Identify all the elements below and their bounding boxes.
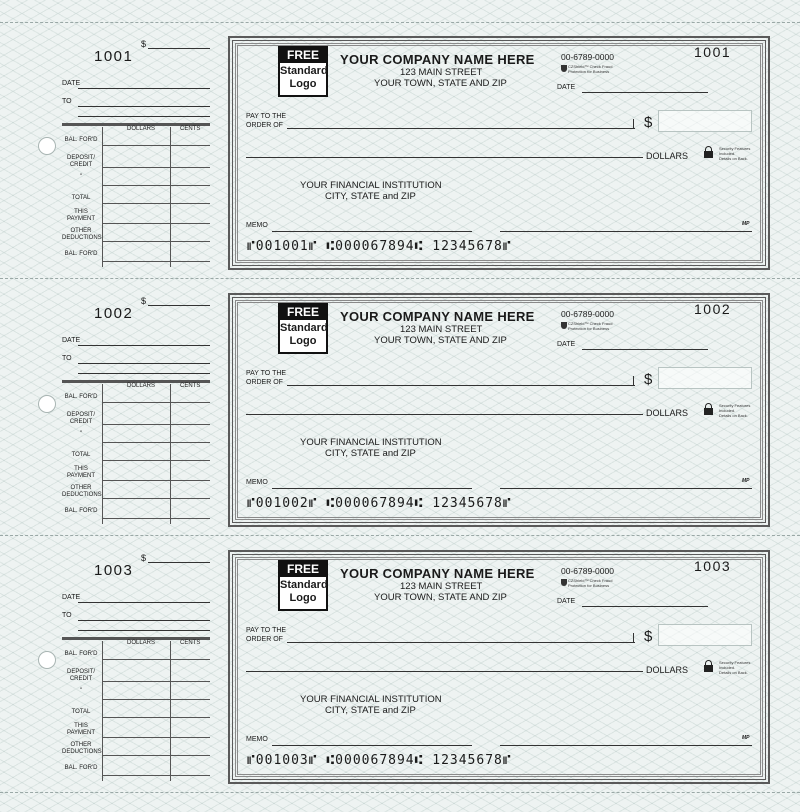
ledger-divider	[102, 127, 103, 267]
stub-to-label: TO	[62, 98, 72, 105]
security-features-text: Security Features Included. Details on Back.	[719, 660, 751, 675]
stub-amount-line[interactable]	[148, 562, 210, 563]
micr-line: ⑈001002⑈ ⑆000067894⑆ 12345678⑈	[247, 496, 512, 511]
ledger-row-label: "	[79, 431, 83, 437]
logo-line-2: Logo	[289, 592, 317, 604]
ledger-dollars-header: DOLLARS	[127, 126, 156, 132]
ledger-rule	[102, 145, 210, 146]
signature-line[interactable]	[500, 231, 752, 232]
memo-line[interactable]	[272, 488, 472, 489]
ledger-row-label: OTHER DEDUCTIONS	[62, 485, 102, 498]
stub-check-number: 1001	[94, 48, 134, 65]
signature-line[interactable]	[500, 488, 752, 489]
ledger-rule	[102, 498, 210, 499]
security-features-text: Security Features Included. Details on Back.	[719, 403, 751, 418]
dollars-label: DOLLARS	[646, 151, 689, 161]
ledger-rule	[102, 659, 210, 660]
company-city: YOUR TOWN, STATE AND ZIP	[374, 78, 507, 89]
stub-amount-line[interactable]	[148, 305, 210, 306]
ledger-row-label: BAL. FOR'D	[64, 508, 98, 514]
ledger-row-label: BAL. FOR'D	[64, 251, 98, 257]
company-name: YOUR COMPANY NAME HERE	[340, 566, 535, 581]
payee-line[interactable]	[287, 128, 635, 129]
ledger-row-label: OTHER DEDUCTIONS	[62, 228, 102, 241]
pay-to-label: PAY TO THE ORDER OF	[246, 370, 287, 386]
memo-line[interactable]	[272, 745, 472, 746]
pay-to-label: PAY TO THE ORDER OF	[246, 113, 287, 129]
date-line[interactable]	[582, 606, 708, 607]
binder-hole	[38, 651, 56, 669]
lock-icon	[704, 403, 713, 415]
logo-line-1: Standard	[280, 322, 328, 334]
company-address: 123 MAIN STREET	[400, 324, 483, 335]
ledger-rule	[102, 241, 210, 242]
logo-line-2: Logo	[289, 335, 317, 347]
stub-dollar-sign: $	[141, 39, 147, 49]
ledger-rule	[102, 480, 210, 481]
pay-to-label: PAY TO THE ORDER OF	[246, 627, 287, 643]
date-label: DATE	[557, 84, 576, 91]
ledger-row-label: THIS PAYMENT	[66, 723, 96, 736]
ledger-divider	[102, 641, 103, 781]
ledger-rule	[102, 203, 210, 204]
lock-icon	[704, 146, 713, 158]
check	[228, 36, 770, 270]
ledger-row-label: OTHER DEDUCTIONS	[62, 742, 102, 755]
amount-box[interactable]	[658, 367, 752, 389]
ledger-divider	[170, 127, 171, 267]
protection-text: CZShield™ Check Fraud Protection for Business	[568, 64, 613, 74]
shield-icon	[561, 322, 567, 329]
check-stub	[6, 22, 218, 278]
ledger-cents-header: CENTS	[180, 126, 201, 132]
ledger-dollars-header: DOLLARS	[127, 640, 156, 646]
company-city: YOUR TOWN, STATE AND ZIP	[374, 335, 507, 346]
company-city: YOUR TOWN, STATE AND ZIP	[374, 592, 507, 603]
check-stub	[6, 279, 218, 535]
micr-line: ⑈001001⑈ ⑆000067894⑆ 12345678⑈	[247, 239, 512, 254]
date-label: DATE	[557, 598, 576, 605]
ledger-rule	[102, 167, 210, 168]
written-amount-line[interactable]	[246, 414, 643, 415]
payee-line-end	[633, 119, 634, 129]
stub-to-line-2[interactable]	[78, 630, 210, 631]
check-number: 1002	[694, 301, 732, 317]
check-number: 1001	[694, 44, 732, 60]
ledger-divider	[102, 384, 103, 524]
protection-text: CZShield™ Check Fraud Protection for Business	[568, 578, 613, 588]
amount-box[interactable]	[658, 110, 752, 132]
stub-ledger	[62, 123, 210, 267]
ledger-row-label: "	[79, 688, 83, 694]
payee-line-end	[633, 633, 634, 643]
signature-line[interactable]	[500, 745, 752, 746]
logo-free: FREE	[280, 305, 326, 320]
fraction-routing: 00-6789-0000	[561, 52, 614, 62]
memo-label: MEMO	[246, 479, 268, 486]
ledger-row-label: BAL. FOR'D	[64, 137, 98, 143]
bank-city: CITY, STATE and ZIP	[325, 705, 416, 716]
company-name: YOUR COMPANY NAME HERE	[340, 309, 535, 324]
stub-date-label: DATE	[62, 337, 81, 344]
payee-line[interactable]	[287, 385, 635, 386]
logo	[278, 303, 328, 354]
check-number: 1003	[694, 558, 732, 574]
binder-hole	[38, 395, 56, 413]
bank-city: CITY, STATE and ZIP	[325, 448, 416, 459]
bank-city: CITY, STATE and ZIP	[325, 191, 416, 202]
ledger-rule	[102, 185, 210, 186]
logo	[278, 560, 328, 611]
binder-hole	[38, 137, 56, 155]
ledger-rule	[102, 261, 210, 262]
dollars-label: DOLLARS	[646, 408, 689, 418]
mp-mark: MP	[742, 478, 750, 484]
dollar-sign: $	[644, 114, 653, 131]
shield-icon	[561, 65, 567, 72]
check-stub	[6, 536, 218, 792]
ledger-rule	[102, 518, 210, 519]
lock-icon	[704, 660, 713, 672]
stub-to-line-2[interactable]	[78, 373, 210, 374]
ledger-row-label: THIS PAYMENT	[66, 209, 96, 222]
stub-to-line[interactable]	[78, 620, 210, 621]
ledger-row-label: BAL. FOR'D	[64, 394, 98, 400]
stub-dollar-sign: $	[141, 296, 147, 306]
logo-free: FREE	[280, 562, 326, 577]
fraction-routing: 00-6789-0000	[561, 566, 614, 576]
date-line[interactable]	[582, 92, 708, 93]
ledger-row-label: TOTAL	[71, 195, 91, 201]
ledger-dollars-header: DOLLARS	[127, 383, 156, 389]
ledger-rule	[102, 699, 210, 700]
bank-name: YOUR FINANCIAL INSTITUTION	[300, 437, 442, 448]
check-row	[0, 536, 800, 792]
ledger-rule	[102, 775, 210, 776]
payee-line-end	[633, 376, 634, 386]
memo-label: MEMO	[246, 222, 268, 229]
stub-dollar-sign: $	[141, 553, 147, 563]
stub-to-line[interactable]	[78, 106, 210, 107]
amount-box[interactable]	[658, 624, 752, 646]
ledger-row-label: TOTAL	[71, 709, 91, 715]
ledger-row-label: BAL. FOR'D	[64, 651, 98, 657]
stub-amount-line[interactable]	[148, 48, 210, 49]
ledger-cents-header: CENTS	[180, 383, 201, 389]
logo-line-1: Standard	[280, 579, 328, 591]
stub-to-line-2[interactable]	[78, 116, 210, 117]
ledger-row-label: DEPOSIT/ CREDIT	[66, 669, 95, 682]
date-line[interactable]	[582, 349, 708, 350]
stub-check-number: 1003	[94, 562, 134, 579]
payee-line[interactable]	[287, 642, 635, 643]
company-name: YOUR COMPANY NAME HERE	[340, 52, 535, 67]
ledger-rule	[102, 460, 210, 461]
logo	[278, 46, 328, 97]
ledger-rule	[102, 402, 210, 403]
ledger-row-label: THIS PAYMENT	[66, 466, 96, 479]
ledger-rule	[102, 223, 210, 224]
stub-date-line[interactable]	[78, 345, 210, 346]
stub-date-line[interactable]	[78, 602, 210, 603]
dollar-sign: $	[644, 371, 653, 388]
mp-mark: MP	[742, 735, 750, 741]
fraction-routing: 00-6789-0000	[561, 309, 614, 319]
stub-ledger	[62, 637, 210, 781]
logo-line-2: Logo	[289, 78, 317, 90]
logo-free: FREE	[280, 48, 326, 63]
stub-to-label: TO	[62, 612, 72, 619]
check-row	[0, 22, 800, 278]
date-label: DATE	[557, 341, 576, 348]
ledger-rule	[102, 681, 210, 682]
ledger-rule	[102, 424, 210, 425]
micr-line: ⑈001003⑈ ⑆000067894⑆ 12345678⑈	[247, 753, 512, 768]
ledger-cents-header: CENTS	[180, 640, 201, 646]
dollar-sign: $	[644, 628, 653, 645]
memo-label: MEMO	[246, 736, 268, 743]
stub-to-label: TO	[62, 355, 72, 362]
stub-date-label: DATE	[62, 594, 81, 601]
ledger-divider	[170, 641, 171, 781]
written-amount-line[interactable]	[246, 671, 643, 672]
company-address: 123 MAIN STREET	[400, 67, 483, 78]
memo-line[interactable]	[272, 231, 472, 232]
dollars-label: DOLLARS	[646, 665, 689, 675]
ledger-row-label: DEPOSIT/ CREDIT	[66, 412, 95, 425]
bank-name: YOUR FINANCIAL INSTITUTION	[300, 180, 442, 191]
ledger-row-label: DEPOSIT/ CREDIT	[66, 155, 95, 168]
shield-icon	[561, 579, 567, 586]
check	[228, 550, 770, 784]
stub-check-number: 1002	[94, 305, 134, 322]
security-features-text: Security Features Included. Details on Back.	[719, 146, 751, 161]
perforation	[0, 792, 800, 793]
check	[228, 293, 770, 527]
check-row	[0, 279, 800, 535]
ledger-rule	[102, 717, 210, 718]
stub-ledger	[62, 380, 210, 524]
ledger-row-label: "	[79, 174, 83, 180]
written-amount-line[interactable]	[246, 157, 643, 158]
stub-date-label: DATE	[62, 80, 81, 87]
stub-to-line[interactable]	[78, 363, 210, 364]
ledger-row-label: TOTAL	[71, 452, 91, 458]
mp-mark: MP	[742, 221, 750, 227]
ledger-rule	[102, 442, 210, 443]
protection-text: CZShield™ Check Fraud Protection for Business	[568, 321, 613, 331]
ledger-row-label: BAL. FOR'D	[64, 765, 98, 771]
company-address: 123 MAIN STREET	[400, 581, 483, 592]
ledger-divider	[170, 384, 171, 524]
stub-date-line[interactable]	[78, 88, 210, 89]
ledger-rule	[102, 755, 210, 756]
bank-name: YOUR FINANCIAL INSTITUTION	[300, 694, 442, 705]
logo-line-1: Standard	[280, 65, 328, 77]
ledger-rule	[102, 737, 210, 738]
